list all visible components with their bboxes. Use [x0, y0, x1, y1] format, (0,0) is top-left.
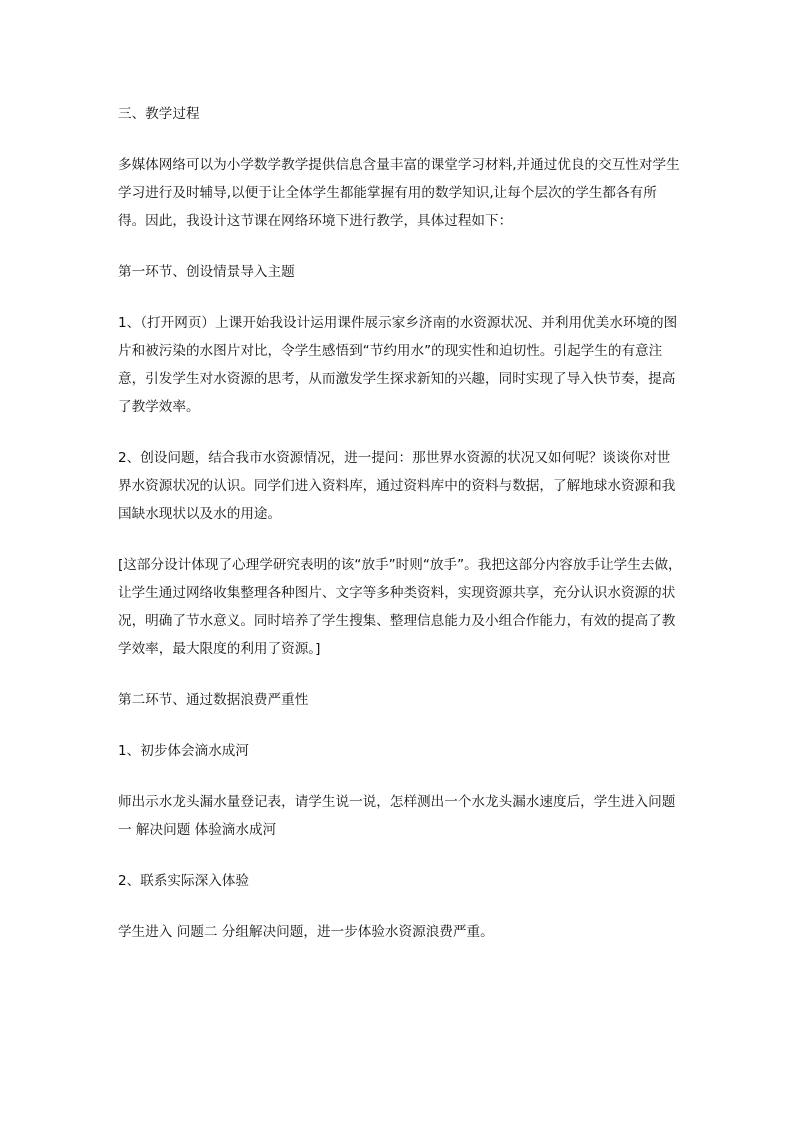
- stage2-item1-paragraph: 师出示水龙头漏水量登记表，请学生说一说，怎样测出一个水龙头漏水速度后，学生进入问题一 解决问题 体验滴水成河: [118, 794, 676, 838]
- stage1-heading: 第一环节、创设情景导入主题: [118, 264, 295, 280]
- stage2-item2-paragraph: 学生进入 问题二 分组解决问题，进一步体验水资源浪费严重。: [118, 924, 494, 940]
- stage2-heading: 第二环节、通过数据浪费严重性: [118, 692, 309, 708]
- stage2-item1-title: 1、初步体会滴水成河: [118, 743, 249, 759]
- document-body: [118, 100, 683, 969]
- intro-paragraph: 多媒体网络可以为小学数学教学提供信息含量丰富的课堂学习材料,并通过优良的交互性对学生学习进行及时辅导,以便于让全体学生都能掌握有用的数学知识,让每个层次的学生都各有所得。因此，我设计这节课在网络环境下进行教学，具体过程如下：: [118, 157, 680, 229]
- stage1-item2-paragraph: 2、创设问题，结合我市水资源情况，进一提问：那世界水资源的状况又如何呢？谈谈你对世界水资源状况的认识。同学们进入资料库，通过资料库中的资料与数据，了解地球水资源和我国缺水现状以及水的用途。: [118, 450, 676, 522]
- stage1-note-paragraph: [这部分设计体现了心理学研究表明的该“放手”时则“放手”。我把这部分内容放手让学生去做，让学生通过网络收集整理各种图片、文字等多种类资料，实现资源共享，充分认识水资源的状况，明确了节水意义。同时培养了学生搜集、整理信息能力及小组合作能力，有效的提高了教学效率，最大限度的利用了资源。]: [118, 557, 682, 657]
- stage2-item2-title: 2、联系实际深入体验: [118, 873, 249, 889]
- section-title: 三、教学过程: [118, 106, 200, 122]
- stage1-item1-paragraph: 1、（打开网页）上课开始我设计运用课件展示家乡济南的水资源状况、并利用优美水环境的图片和被污染的水图片对比，令学生感悟到“节约用水”的现实性和迫切性。引起学生的有意注意，引发学生对水资源的思考，从而激发学生探求新知的兴趣，同时实现了导入快节奏，提高了教学效率。: [118, 315, 678, 415]
